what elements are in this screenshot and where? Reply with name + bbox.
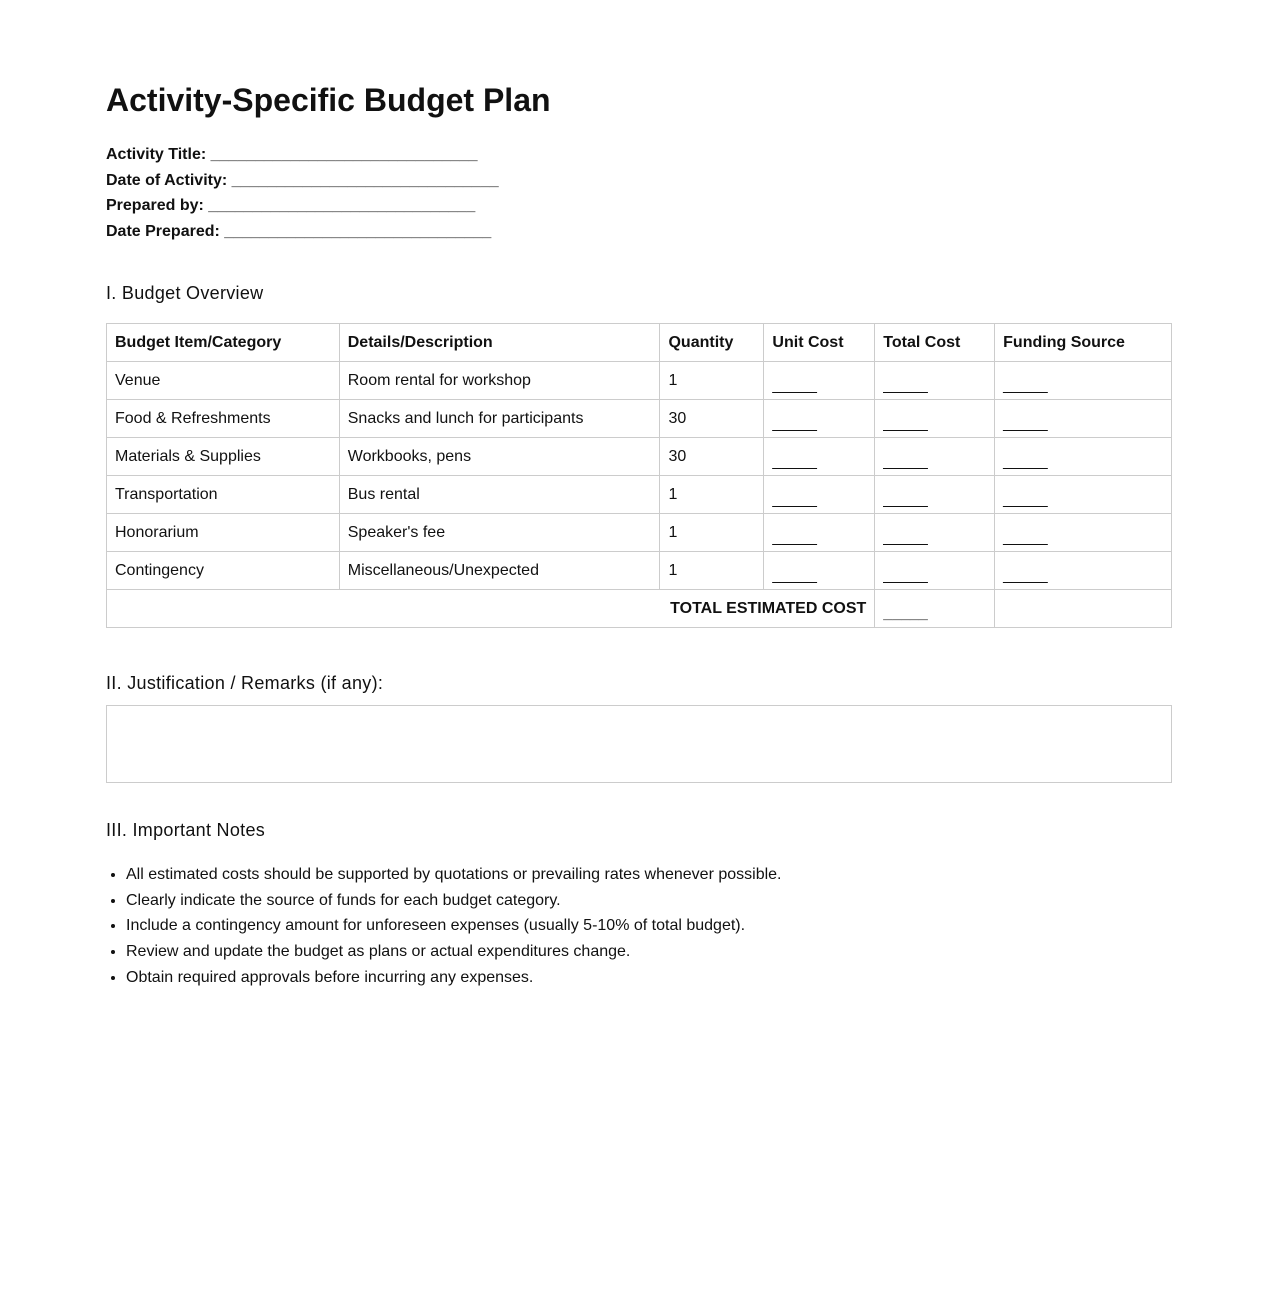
table-row [107,476,1172,514]
column-header: Total Cost [875,324,995,362]
table-row [107,400,1172,438]
column-header: Details/Description [339,324,660,362]
cell-total-cost [875,400,995,438]
table-row [107,514,1172,552]
meta-label: Activity Title: [106,146,207,163]
funding-source-blank[interactable]: _____ [1003,376,1048,394]
cell-total-cost [875,362,995,400]
list-item: • Include a contingency amount for unforeseen expenses (usually 5-10% of total budget). [126,913,781,939]
total-estimated-cost-label: TOTAL ESTIMATED COST [107,590,875,628]
meta-blank-line[interactable]: ______________________________ [224,222,492,240]
unit-cost-blank[interactable]: _____ [772,566,817,584]
cell-unit-cost [764,400,875,438]
cell-funding-source [995,552,1172,590]
cell-quantity: 30 [660,400,764,438]
cell-unit-cost [764,514,875,552]
column-header: Unit Cost [764,324,875,362]
cell-funding-source [995,514,1172,552]
cell-funding-source [995,400,1172,438]
cell-quantity: 1 [660,552,764,590]
meta-prepared-by [106,196,499,222]
budget-table [106,323,1172,628]
column-header: Budget Item/Category [107,324,340,362]
cell-funding-source [995,362,1172,400]
cell-unit-cost [764,362,875,400]
meta-activity-title [106,145,499,171]
cell-details: Workbooks, pens [339,438,660,476]
total-cost-blank[interactable]: _____ [883,566,928,584]
list-item: • Review and update the budget as plans or actual expenditures change. [126,939,781,965]
total-cost-blank[interactable]: _____ [883,490,928,508]
unit-cost-blank[interactable]: _____ [772,376,817,394]
unit-cost-blank[interactable]: _____ [772,528,817,546]
list-item: • Clearly indicate the source of funds for each budget category. [126,888,781,914]
table-row [107,438,1172,476]
cell-details: Speaker's fee [339,514,660,552]
funding-source-blank[interactable]: _____ [1003,528,1048,546]
total-cost-blank[interactable]: _____ [883,376,928,394]
unit-cost-blank[interactable]: _____ [772,414,817,432]
cell-details: Bus rental [339,476,660,514]
cell-total-cost [875,438,995,476]
list-item: • Obtain required approvals before incurring any expenses. [126,965,781,991]
meta-label: Prepared by: [106,197,204,215]
cell-details: Miscellaneous/Unexpected [339,552,660,590]
column-header: Quantity [660,324,764,362]
cell-quantity: 1 [660,362,764,400]
total-cost-blank[interactable]: _____ [883,414,928,432]
budget-overview-heading: I. Budget Overview [106,283,264,303]
funding-source-blank[interactable]: _____ [1003,452,1048,470]
table-row [107,362,1172,400]
cell-funding-source [995,438,1172,476]
activity-meta [106,145,499,247]
meta-date-of-activity [106,171,499,197]
cell-item: Food & Refreshments [107,400,340,438]
cell-item: Honorarium [107,514,340,552]
funding-source-blank[interactable]: _____ [1003,566,1048,584]
meta-label: Date Prepared: [106,222,220,240]
important-notes-list [106,862,781,991]
cell-unit-cost [764,438,875,476]
important-notes-heading: III. Important Notes [106,820,266,840]
cell-item: Contingency [107,552,340,590]
cell-empty [995,590,1172,628]
funding-source-blank[interactable]: _____ [1003,414,1048,432]
total-cost-blank[interactable]: _____ [883,528,928,546]
cell-total-cost [875,552,995,590]
meta-blank-line[interactable]: ______________________________ [231,171,499,189]
column-header: Funding Source [995,324,1172,362]
table-row [107,552,1172,590]
document-title: Activity-Specific Budget Plan [106,82,551,118]
meta-date-prepared [106,222,499,248]
cell-details: Snacks and lunch for participants [339,400,660,438]
cell-quantity: 1 [660,476,764,514]
unit-cost-blank[interactable]: _____ [772,452,817,470]
cell-total-cost [875,514,995,552]
cell-quantity: 30 [660,438,764,476]
cell-item: Venue [107,362,340,400]
meta-label: Date of Activity: [106,171,228,189]
meta-blank-line[interactable]: ______________________________ [208,197,476,215]
cell-item: Transportation [107,476,340,514]
unit-cost-blank[interactable]: _____ [772,490,817,508]
total-cost-blank[interactable]: _____ [883,452,928,470]
justification-remarks-box[interactable] [106,705,1172,783]
cell-total-cost [875,476,995,514]
cell-unit-cost [764,476,875,514]
cell-total-estimated-cost [875,590,995,628]
funding-source-blank[interactable]: _____ [1003,490,1048,508]
total-estimated-cost-blank[interactable]: _____ [883,604,928,622]
meta-blank-line[interactable]: ______________________________ [210,146,478,163]
justification-heading: II. Justification / Remarks (if any): [106,673,384,693]
cell-details: Room rental for workshop [339,362,660,400]
cell-unit-cost [764,552,875,590]
cell-funding-source [995,476,1172,514]
cell-item: Materials & Supplies [107,438,340,476]
table-header-row [107,324,1172,362]
cell-quantity: 1 [660,514,764,552]
list-item: • All estimated costs should be supported by quotations or prevailing rates whenever possible. [126,862,781,888]
total-row [107,590,1172,628]
